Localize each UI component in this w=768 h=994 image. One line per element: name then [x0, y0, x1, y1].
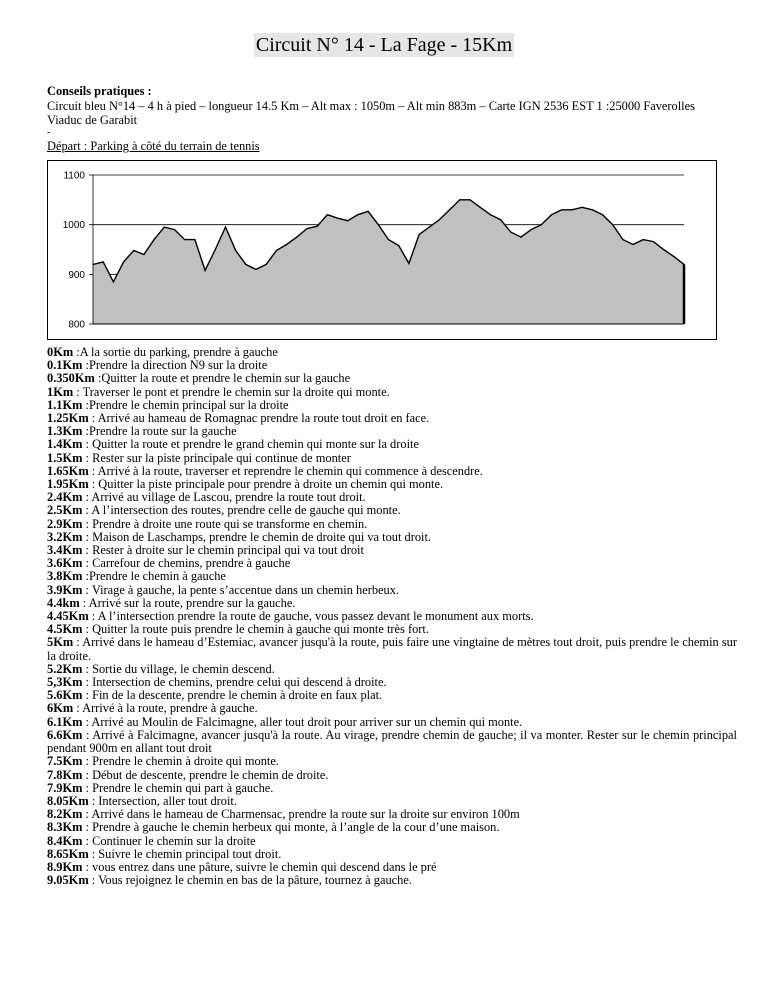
practical-heading: Conseils pratiques : — [47, 84, 152, 98]
step-text: : Prendre le chemin à droite qui monte. — [82, 754, 279, 769]
elevation-point — [663, 249, 664, 250]
step-km: 7.8Km — [47, 767, 83, 782]
elevation-point — [378, 224, 379, 225]
elevation-point — [306, 228, 307, 229]
step-text: : Arrivé au Moulin de Falcimagne, aller tout droit pour arriver sur un chemin qui monte. — [82, 714, 523, 729]
step-km: 5.2Km — [47, 661, 83, 676]
route-step — [47, 729, 737, 755]
elevation-point — [235, 250, 236, 251]
step-text: : Arrivé au village de Lascou, prendre la route tout droit. — [82, 490, 366, 505]
step-text: : Prendre à gauche le chemin herbeux qui monte, à l’angle de la cour d’une maison. — [82, 820, 500, 835]
step-text: : Rester à droite sur le chemin principal qui va tout droit — [82, 543, 364, 558]
step-text: : A l’intersection des routes, prendre celle de gauche qui monte. — [82, 503, 401, 518]
step-text: : Arrivé dans le hameau d’Estemiac, avancer jusqu'à la route, puis faire une vingtaine de mètres tout droit, puis prendre le chemin sur la droite. — [47, 635, 737, 663]
elevation-point — [215, 249, 216, 250]
elevation-point — [500, 219, 501, 220]
step-km: 7.5Km — [47, 754, 83, 769]
step-text: : Sortie du village, le chemin descend. — [82, 661, 275, 676]
step-km: 1.3Km — [47, 424, 83, 439]
elevation-point — [633, 244, 634, 245]
step-text: : Quitter la route puis prendre le chemin à gauche qui monte très fort. — [82, 622, 429, 637]
step-km: 6Km — [47, 701, 74, 716]
elevation-point — [327, 214, 328, 215]
step-km: 3.9Km — [47, 582, 83, 597]
elevation-point — [602, 214, 603, 215]
step-km: 3.2Km — [47, 529, 83, 544]
step-km: 8.4Km — [47, 833, 83, 848]
elevation-point — [143, 254, 144, 255]
elevation-point — [612, 224, 613, 225]
elevation-point — [520, 237, 521, 238]
elevation-point — [357, 214, 358, 215]
elevation-point — [388, 239, 389, 240]
step-text: : Début de descente, prendre le chemin de droite. — [82, 767, 329, 782]
elevation-point — [459, 199, 460, 200]
step-text: :Quitter la route et prendre le chemin sur la gauche — [94, 371, 351, 386]
practical-line-1: Circuit bleu N°14 – 4 h à pied – longueur 14.5 Km – Alt max : 1050m – Alt min 883m – Carte IGN 2536 EST 1 :25000 Faverolles — [47, 98, 695, 113]
step-text: : Arrivé sur la route, prendre sur la gauche. — [79, 595, 296, 610]
elevation-point — [286, 244, 287, 245]
route-steps — [47, 346, 737, 887]
step-km: 1.95Km — [47, 477, 89, 492]
step-km: 7.9Km — [47, 780, 83, 795]
step-text: : Arrivé à la route, traverser et reprendre le chemin qui commence à descendre. — [88, 463, 483, 478]
step-text: : vous entrez dans une pâture, suivre le chemin qui descend dans le pré — [82, 859, 437, 874]
elevation-point — [510, 232, 511, 233]
practical-line-2: Viaduc de Garabit — [47, 113, 138, 128]
step-text: : Arrivé à la route, prendre à gauche. — [73, 701, 258, 716]
depart-line: Départ : Parking à côté du terrain de tennis — [47, 139, 260, 153]
step-km: 8.65Km — [47, 846, 89, 861]
step-km: 8.05Km — [47, 793, 89, 808]
step-text: : Quitter la route et prendre le grand chemin qui monte sur la droite — [82, 437, 419, 452]
elevation-point — [429, 227, 430, 228]
step-text: : Maison de Laschamps, prendre le chemin de droite qui va tout droit. — [82, 529, 432, 544]
y-tick-label: 800 — [68, 319, 85, 331]
step-km: 2.5Km — [47, 503, 83, 518]
elevation-point — [194, 239, 195, 240]
elevation-point — [541, 224, 542, 225]
elevation-point — [592, 209, 593, 210]
step-text: : Fin de la descente, prendre le chemin à droite en faux plat. — [82, 688, 383, 703]
elevation-point — [653, 241, 654, 242]
step-text: :Prendre le chemin principal sur la droite — [82, 397, 289, 412]
step-km: 8.2Km — [47, 807, 83, 822]
step-text: : Prendre à droite une route qui se transforme en chemin. — [82, 516, 368, 531]
step-text: : Vous rejoignez le chemin en bas de la pâture, tournez à gauche. — [88, 873, 412, 888]
elevation-point — [154, 239, 155, 240]
elevation-point — [398, 245, 399, 246]
step-km: 0Km — [47, 345, 74, 359]
step-km: 1.1Km — [47, 397, 83, 412]
step-km: 0.1Km — [47, 358, 83, 373]
elevation-chart-svg — [47, 160, 717, 340]
step-km: 5,3Km — [47, 675, 83, 690]
step-km: 1.5Km — [47, 450, 83, 465]
step-km: 4.4km — [47, 595, 80, 610]
step-km: 6.1Km — [47, 714, 83, 729]
step-km: 0.350Km — [47, 371, 95, 386]
step-km: 3.6Km — [47, 556, 83, 571]
step-text: : Prendre le chemin qui part à gauche. — [82, 780, 274, 795]
elevation-point — [164, 227, 165, 228]
y-tick-label: 900 — [68, 269, 85, 281]
step-text: : A l’intersection prendre la route de gauche, vous passez devant le monument aux morts. — [88, 609, 534, 624]
step-km: 1.65Km — [47, 463, 89, 478]
elevation-point — [347, 220, 348, 221]
step-km: 8.3Km — [47, 820, 83, 835]
elevation-point — [337, 218, 338, 219]
elevation-point — [449, 209, 450, 210]
elevation-chart — [47, 160, 717, 340]
elevation-point — [582, 207, 583, 208]
elevation-point — [622, 239, 623, 240]
step-km: 4.5Km — [47, 622, 83, 637]
step-text: : Rester sur la piste principale qui continue de monter — [82, 450, 351, 465]
step-text: :Prendre la route sur la gauche — [82, 424, 237, 439]
elevation-point — [673, 256, 674, 257]
step-text: : Intersection de chemins, prendre celui qui descend à droite. — [82, 675, 387, 690]
y-tick-label: 1000 — [62, 220, 85, 232]
page-title-wrapper — [0, 34, 768, 57]
step-km: 5Km — [47, 635, 74, 650]
elevation-point — [480, 207, 481, 208]
step-text: :Prendre la direction N9 sur la droite — [82, 358, 268, 373]
step-km: 5.6Km — [47, 688, 83, 703]
elevation-point — [419, 234, 420, 235]
elevation-point — [531, 229, 532, 230]
elevation-point — [571, 209, 572, 210]
elevation-point — [255, 269, 256, 270]
step-text: :A la sortie du parking, prendre à gauche — [73, 345, 278, 359]
step-km: 1.4Km — [47, 437, 83, 452]
step-text: : Continuer le chemin sur la droite — [82, 833, 256, 848]
step-text: :Prendre le chemin à gauche — [82, 569, 226, 584]
step-text: : Traverser le pont et prendre le chemin sur la droite qui monte. — [73, 384, 390, 399]
practical-info — [47, 84, 737, 128]
route-step — [47, 874, 737, 887]
route-step — [47, 636, 737, 662]
small-dash-mark: - — [47, 127, 51, 138]
elevation-point — [276, 250, 277, 251]
step-text: : Intersection, aller tout droit. — [88, 793, 237, 808]
step-text: : Arrivé dans le hameau de Charmensac, prendre la route sur la droite sur environ 100m — [82, 807, 520, 822]
elevation-point — [205, 270, 206, 271]
elevation-point — [296, 237, 297, 238]
elevation-point — [439, 219, 440, 220]
step-km: 1.25Km — [47, 411, 89, 426]
elevation-point — [490, 214, 491, 215]
elevation-point — [266, 264, 267, 265]
step-km: 3.8Km — [47, 569, 83, 584]
elevation-point — [174, 229, 175, 230]
elevation-point — [561, 209, 562, 210]
step-km: 1Km — [47, 384, 74, 399]
step-text: : Quitter la piste principale pour prendre à droite un chemin qui monte. — [88, 477, 444, 492]
step-km: 2.9Km — [47, 516, 83, 531]
elevation-point — [643, 239, 644, 240]
step-text: : Carrefour de chemins, prendre à gauche — [82, 556, 291, 571]
elevation-point — [368, 211, 369, 212]
elevation-point — [113, 281, 114, 282]
step-km: 2.4Km — [47, 490, 83, 505]
step-text: : Arrivé à Falcimagne, avancer jusqu'à la route. Au virage, prendre chemin de gauche; il va monter. Rester sur le chemin principal pendant 900m en allant tout droit — [47, 727, 737, 756]
step-text: : Suivre le chemin principal tout droit. — [88, 846, 282, 861]
step-text: : Virage à gauche, la pente s’accentue dans un chemin herbeux. — [82, 582, 400, 597]
page-title: Circuit N° 14 - La Fage - 15Km — [255, 34, 513, 56]
step-km: 9.05Km — [47, 873, 89, 888]
step-text: : Arrivé au hameau de Romagnac prendre la route tout droit en face. — [88, 411, 430, 426]
step-km: 6.6Km — [47, 727, 83, 742]
elevation-point — [408, 263, 409, 264]
elevation-point — [184, 239, 185, 240]
elevation-point — [123, 261, 124, 262]
elevation-point — [245, 264, 246, 265]
elevation-point — [469, 199, 470, 200]
elevation-point — [317, 226, 318, 227]
step-km: 8.9Km — [47, 859, 83, 874]
step-km: 3.4Km — [47, 543, 83, 558]
y-tick-label: 1100 — [63, 170, 85, 182]
elevation-point — [103, 261, 104, 262]
step-km: 4.45Km — [47, 609, 89, 624]
elevation-point — [225, 227, 226, 228]
elevation-point — [133, 250, 134, 251]
elevation-point — [551, 214, 552, 215]
